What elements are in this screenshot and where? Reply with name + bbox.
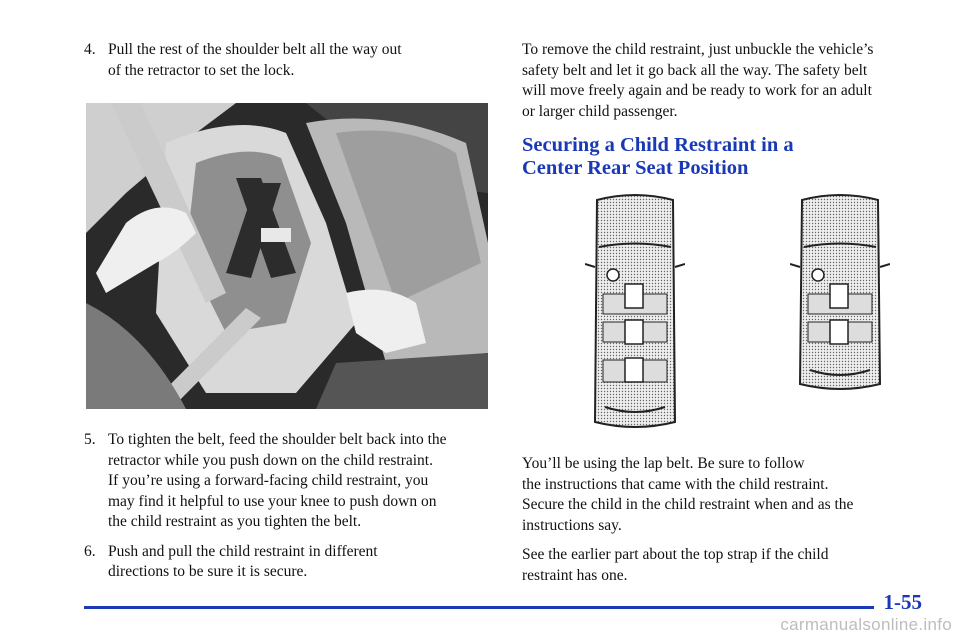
step-text: To tighten the belt, feed the shoulder belt back into the: [108, 431, 447, 448]
step-number: 4.: [84, 41, 96, 58]
page-number: 1-55: [883, 590, 922, 614]
step-text: Pull the rest of the shoulder belt all the way out: [108, 41, 402, 58]
step-text: Push and pull the child restraint in different: [108, 542, 378, 560]
step-4: [84, 40, 494, 81]
intro-paragraph: To remove the child restraint, just unbuckle the vehicle’s safety belt and let it go back all the way. The safety belt will move freely again and be ready to work for an adult or larger child passenger.: [522, 41, 874, 120]
step-text: retractor while you push down on the child restraint.: [108, 451, 433, 469]
photo-illustration: [86, 103, 488, 409]
step-number: 6.: [84, 542, 96, 560]
step-text: the child restraint as you tighten the belt.: [108, 513, 362, 530]
step-text: If you’re using a forward-facing child restraint, you: [108, 472, 429, 489]
left-column: [84, 40, 494, 81]
step-6: [84, 542, 494, 583]
watermark: carmanualsonline.info: [780, 615, 952, 634]
footer-rule: [84, 606, 874, 609]
vehicle-diagram-three-rows: [585, 192, 685, 430]
left-column-lower: [84, 430, 494, 583]
right-column-lower: [522, 454, 932, 586]
step-text: of the retractor to set the lock.: [108, 61, 295, 79]
right-column: [522, 40, 932, 180]
step-text: directions to be sure it is secure.: [108, 563, 308, 580]
section-heading: Securing a Child Restraint in a Center Rear Seat Position: [522, 134, 794, 179]
lap-belt-paragraph: You’ll be using the lap belt. Be sure to follow the instructions that came with the child restraint. Secure the child in the child restraint when and as the instructions say.: [522, 455, 854, 534]
step-number: 5.: [84, 431, 96, 448]
step-5: [84, 430, 494, 533]
vehicle-diagram-two-rows: [790, 192, 890, 392]
step-text: may find it helpful to use your knee to push down on: [108, 492, 437, 510]
top-strap-paragraph: See the earlier part about the top strap if the child restraint has one.: [522, 546, 829, 584]
child-restraint-photo: [86, 103, 488, 409]
